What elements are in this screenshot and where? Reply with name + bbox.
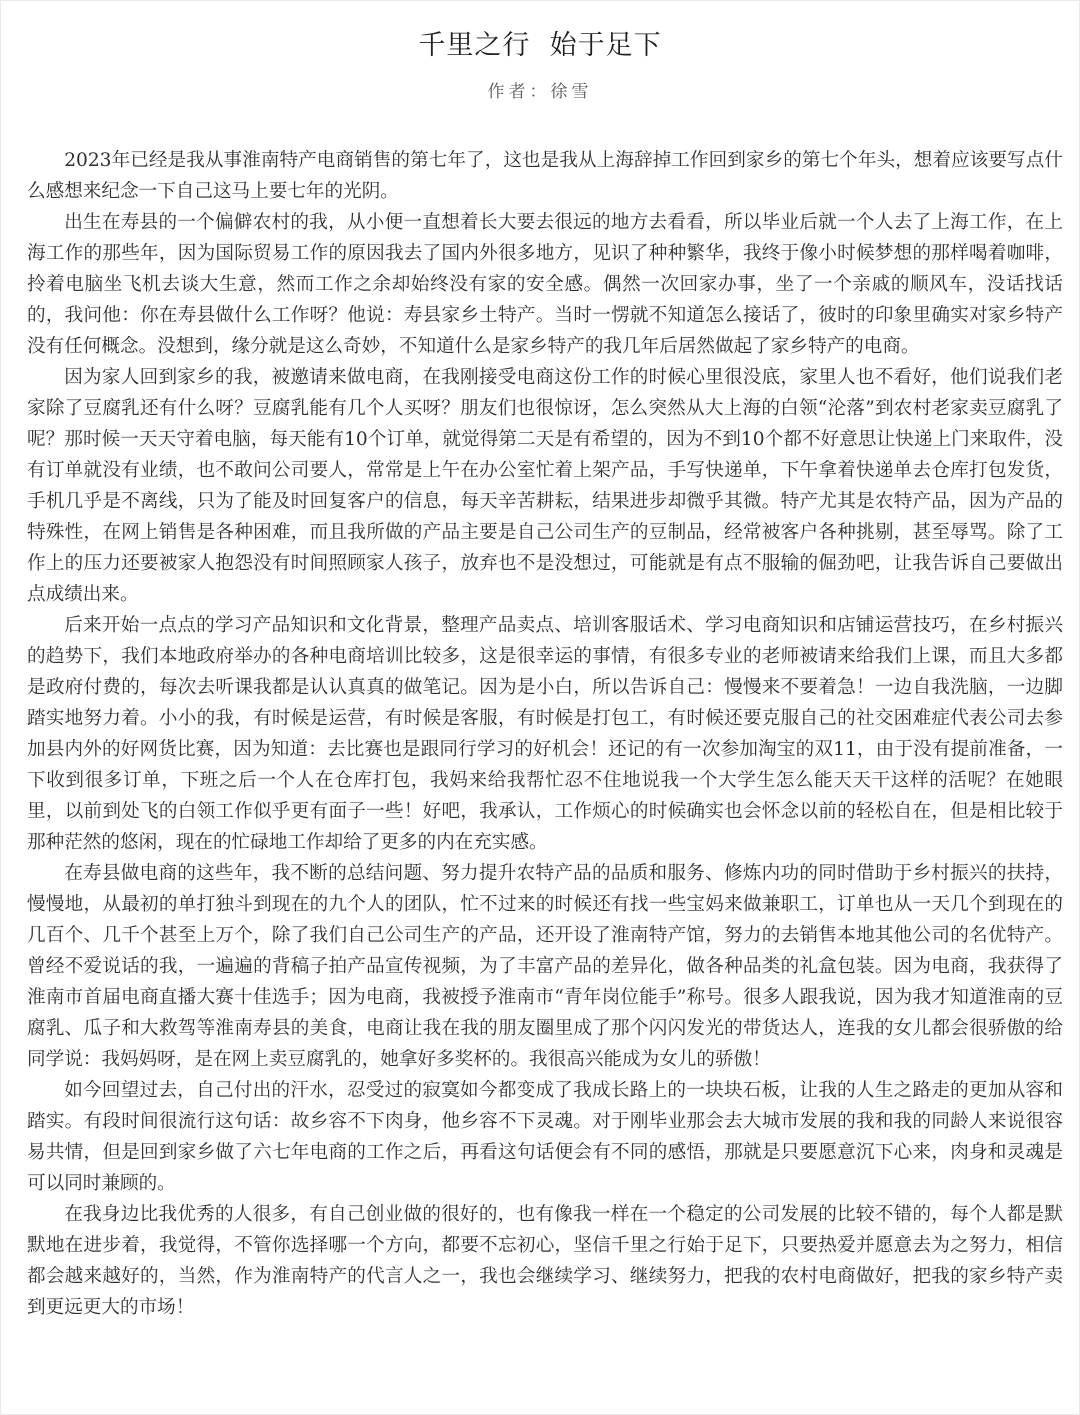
paragraph: 如今回望过去，自己付出的汗水，忍受过的寂寞如今都变成了我成长路上的一块块石板，让我的人生之路走的更加从容和踏实。有段时间很流行这句话：故乡容不下肉身，他乡容不下灵魂。对于刚毕业那会去大城市发展的我和我的同龄人来说很容易共情，但是回到家乡做了六七年电商的工作之后，再看这句话便会有不同的感悟，那就是只要愿意沉下心来，肉身和灵魂是可以同时兼顾的。 [27,1080,1063,1194]
paragraph: 因为家人回到家乡的我，被邀请来做电商，在我刚接受电商这份工作的时候心里很没底，家里人也不看好，他们说我们老家除了豆腐乳还有什么呀？豆腐乳能有几个人买呀？朋友们也很惊讶，怎么突然从大上海的白领“沦落”到农村老家卖豆腐乳了呢？那时候一天天守着电脑，每天能有10个订单，就觉得第二天是有希望的，因为不到10个都不好意思让快递上门来取件，没有订单就没有业绩，也不敢问公司要人，常常是上午在办公室忙着上架产品，手写快递单，下午拿着快递单去仓库打包发货，手机几乎是不离线，只为了能及时回复客户的信息，每天辛苦耕耘，结果进步却微乎其微。特产尤其是农特产品，因为产品的特殊性，在网上销售是各种困难，而且我所做的产品主要是自己公司生产的豆制品，经常被客户各种挑剔，甚至辱骂。除了工作上的压力还要被家人抱怨没有时间照顾家人孩子，放弃也不是没想过，可能就是有点不服输的倔劲吧，让我告诉自己要做出点成绩出来。 [27,367,1063,605]
paragraph: 后来开始一点点的学习产品知识和文化背景，整理产品卖点、培训客服话术、学习电商知识和店铺运营技巧，在乡村振兴的趋势下，我们本地政府举办的各种电商培训比较多，这是很幸运的事情，有很多专业的老师被请来给我们上课，而且大多都是政府付费的，每次去听课我都是认认真真的做笔记。因为是小白，所以告诉自己：慢慢来不要着急！一边自我洗脑，一边脚踏实地努力着。小小的我，有时候是运营，有时候是客服，有时候是打包工，有时候还要克服自己的社交困难症代表公司去参加县内外的好网货比赛，因为知道：去比赛也是跟同行学习的好机会！还记的有一次参加淘宝的双11，由于没有提前准备，一下收到很多订单，下班之后一个人在仓库打包，我妈来给我帮忙忍不住地说我一个大学生怎么能天天干这样的活呢？在她眼里，以前到处飞的白领工作似乎更有面子一些！好吧，我承认，工作烦心的时候确实也会怀念以前的轻松自在，但是相比较于那种茫然的悠闲，现在的忙碌地工作却给了更多的内在充实感。 [27,615,1063,853]
paragraph: 在寿县做电商的这些年，我不断的总结问题、努力提升农特产品的品质和服务、修炼内功的同时借助于乡村振兴的扶持，慢慢地，从最初的单打独斗到现在的九个人的团队，忙不过来的时候还有找一些宝妈来做兼职工，订单也从一天几个到现在的几百个、几千个甚至上万个，除了我们自己公司生产的产品，还开设了淮南特产馆，努力的去销售本地其他公司的名优特产。曾经不爱说话的我，一遍遍的背稿子拍产品宣传视频，为了丰富产品的差异化，做各种品类的礼盒包装。因为电商，我获得了淮南市首届电商直播大赛十佳选手；因为电商，我被授予淮南市“青年岗位能手”称号。很多人跟我说，因为我才知道淮南的豆腐乳、瓜子和大救驾等淮南寿县的美食，电商让我在我的朋友圈里成了那个闪闪发光的带货达人，连我的女儿都会很骄傲的给同学说：我妈妈呀，是在网上卖豆腐乳的，她拿好多奖杯的。我很高兴能成为女儿的骄傲！ [27,863,1063,1070]
paragraph: 在我身边比我优秀的人很多，有自己创业做的很好的，也有像我一样在一个稳定的公司发展的比较不错的，每个人都是默默地在进步着，我觉得，不管你选择哪一个方向，都要不忘初心，坚信千里之行始于足下，只要热爱并愿意去为之努力，相信都会越来越好的，当然，作为淮南特产的代言人之一，我也会继续学习、继续努力，把我的农村电商做好，把我的家乡特产卖到更远更大的市场！ [27,1204,1063,1318]
paragraph: 2023年已经是我从事淮南特产电商销售的第七年了，这也是我从上海辞掉工作回到家乡的第七个年头，想着应该要写点什么感想来纪念一下自己这马上要七年的光阴。 [27,150,1063,202]
article-author: 作者：徐雪 [487,82,593,102]
article-body [27,145,1063,1323]
paragraph: 出生在寿县的一个偏僻农村的我，从小便一直想着长大要去很远的地方去看看，所以毕业后就一个人去了上海工作，在上海工作的那些年，因为国际贸易工作的原因我去了国内外很多地方，见识了种种繁华，我终于像小时候梦想的那样喝着咖啡，拎着电脑坐飞机去谈大生意，然而工作之余却始终没有家的安全感。偶然一次回家办事，坐了一个亲戚的顺风车，没话找话的，我问他：你在寿县做什么工作呀？他说：寿县家乡土特产。当时一愣就不知道怎么接话了，彼时的印象里确实对家乡特产没有任何概念。没想到，缘分就是这么奇妙，不知道什么是家乡特产的我几年后居然做起了家乡特产的电商。 [27,212,1063,357]
article-title: 千里之行 始于足下 [418,30,662,61]
